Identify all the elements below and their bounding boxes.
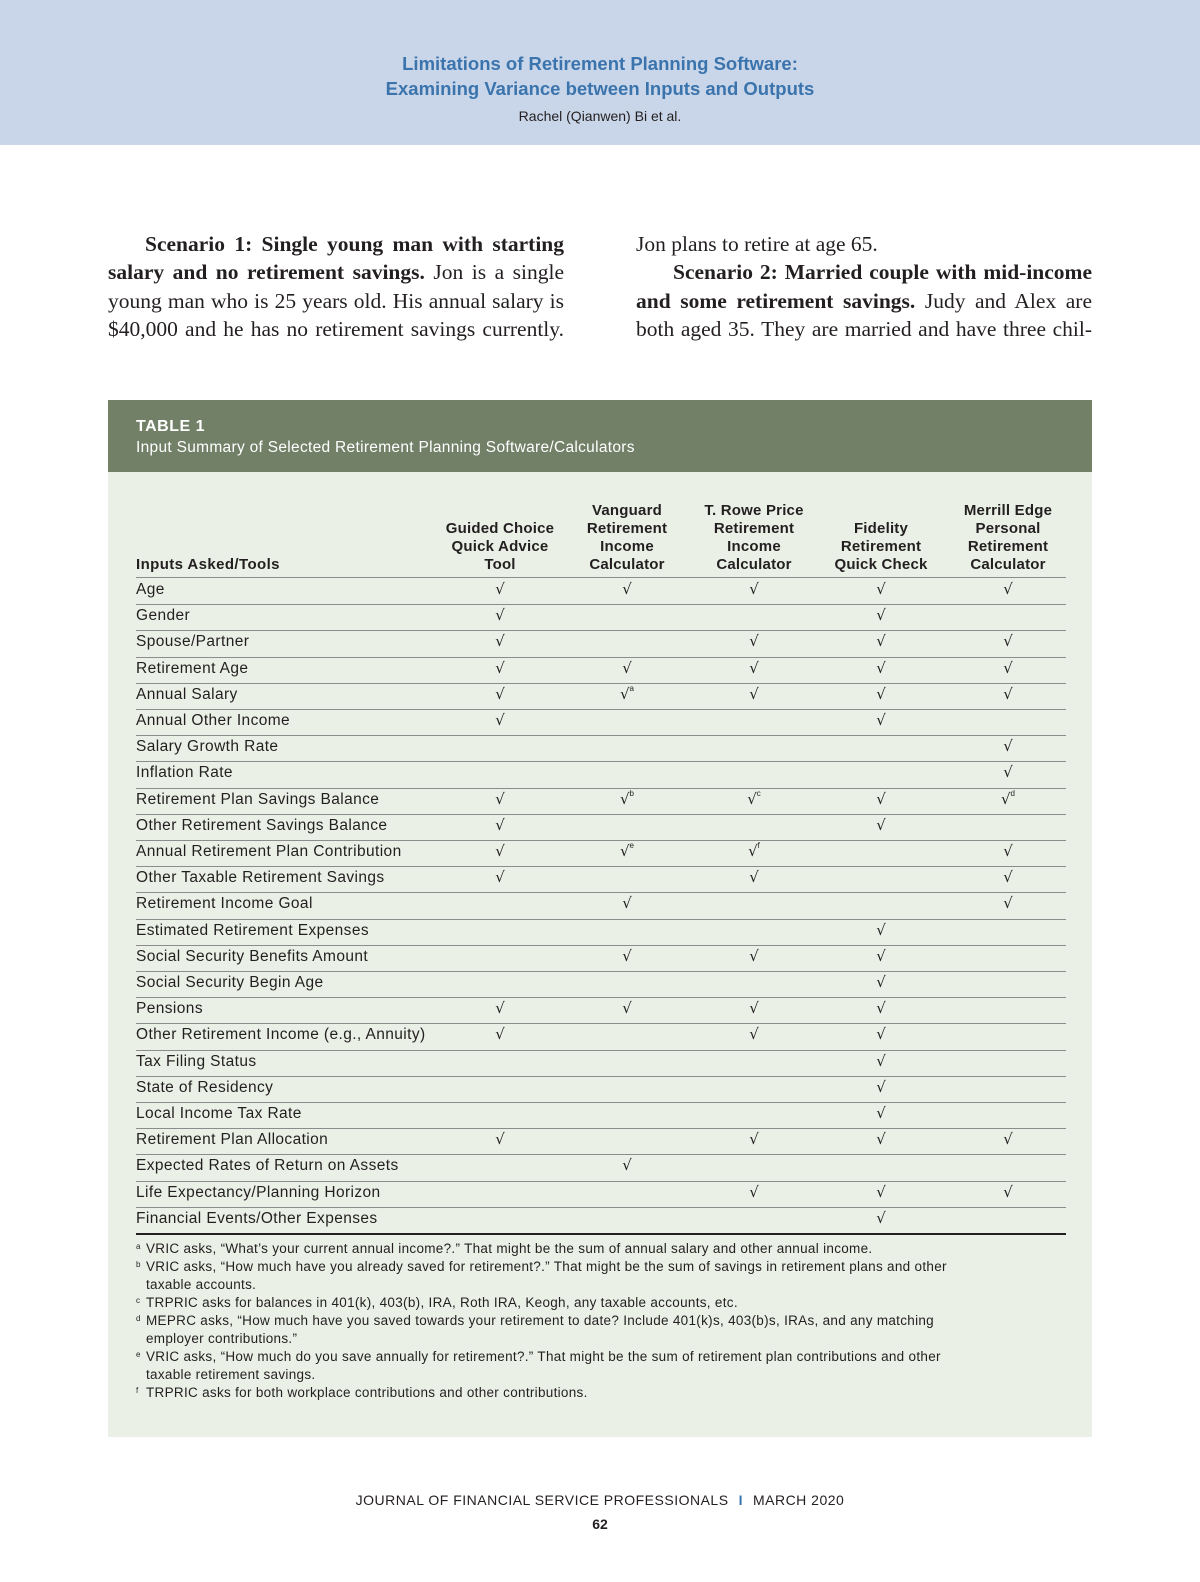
- body-line: salary and no retirement savings. Jon is a single: [108, 260, 564, 285]
- check-mark: √$^a$: [619, 683, 634, 703]
- footnote-ref: e: [629, 841, 634, 850]
- row-rule: [136, 997, 1066, 998]
- column-header-line: Tool: [484, 556, 516, 573]
- footnote-text: employer contributions.”: [146, 1331, 298, 1346]
- check-mark: √: [876, 684, 886, 703]
- column-header: [819, 520, 943, 574]
- column-header-line: Guided Choice: [445, 520, 555, 537]
- footer-separator: I: [738, 1492, 743, 1508]
- table-footnote: [136, 1240, 1066, 1258]
- check-mark: √: [1003, 580, 1013, 598]
- column-header-line: Personal: [975, 520, 1041, 537]
- row-label: Annual Retirement Plan Contribution: [136, 843, 402, 860]
- table-header-bar: [108, 400, 1092, 472]
- row-rule: [136, 630, 1066, 631]
- column-header-line: Fidelity: [853, 520, 909, 537]
- footnote-mark: c: [136, 1296, 141, 1305]
- row-label: Age: [136, 581, 165, 598]
- check-mark: √: [622, 1156, 632, 1175]
- check-mark: √: [1003, 1130, 1013, 1149]
- row-rule: [136, 945, 1066, 946]
- row-rule: [136, 604, 1066, 605]
- check-mark: √: [1003, 658, 1013, 677]
- row-rule: [136, 1102, 1066, 1103]
- check-mark: √: [622, 894, 632, 913]
- footnote-mark: d: [136, 1314, 141, 1323]
- row-label: Other Retirement Income (e.g., Annuity): [136, 1026, 426, 1044]
- column-header-line: Retirement: [840, 538, 922, 555]
- column-header: [692, 502, 816, 574]
- check-mark: √: [749, 1130, 759, 1149]
- column-header-line: Retirement: [586, 520, 668, 537]
- table-footnote: [136, 1348, 1066, 1384]
- row-rule: [136, 1181, 1066, 1182]
- column-header-line: Calculator: [970, 556, 1046, 573]
- body-line: Jon plans to retire at age 65.: [636, 232, 878, 256]
- table-caption: Input Summary of Selected Retirement Planning Software/Calculators: [136, 439, 635, 456]
- check-mark: √: [495, 606, 505, 625]
- footnote-ref: b: [629, 788, 634, 798]
- check-mark: √: [876, 999, 886, 1018]
- check-mark: √: [495, 684, 505, 703]
- row-label: Expected Rates of Return on Assets: [136, 1157, 399, 1175]
- check-mark: √: [749, 868, 759, 887]
- footnote-mark: a: [136, 1242, 141, 1251]
- check-mark: √: [495, 815, 505, 834]
- row-label: Retirement Plan Allocation: [136, 1131, 329, 1149]
- table-footnote: [136, 1312, 1066, 1348]
- row-label: Financial Events/Other Expenses: [136, 1209, 378, 1227]
- row-label: Social Security Begin Age: [136, 974, 324, 991]
- footnote-text: TRPRIC asks for both workplace contributions and other contributions.: [146, 1385, 588, 1400]
- header-rule: [136, 577, 1066, 578]
- running-header: [0, 0, 1200, 145]
- check-mark: √: [1003, 894, 1013, 913]
- check-mark: √: [749, 658, 759, 677]
- check-mark: √: [495, 789, 505, 808]
- check-mark: √: [622, 946, 632, 965]
- row-header-label: Inputs Asked/Tools: [136, 556, 280, 573]
- check-mark: √: [495, 658, 505, 677]
- check-mark: √: [876, 632, 886, 651]
- column-header-line: Vanguard: [592, 502, 662, 519]
- check-mark: √: [622, 658, 632, 677]
- row-label: Tax Filing Status: [136, 1052, 257, 1070]
- row-label: Gender: [136, 607, 191, 625]
- row-label: Salary Growth Rate: [136, 738, 279, 756]
- column-header-line: Income: [600, 538, 654, 555]
- check-mark: √: [495, 632, 505, 651]
- check-mark: √: [622, 580, 632, 598]
- check-mark: √: [876, 946, 886, 965]
- check-mark: √: [749, 946, 759, 965]
- check-mark: √: [749, 1182, 759, 1201]
- row-label: Inflation Rate: [136, 764, 233, 782]
- row-rule: [136, 840, 1066, 841]
- row-label: Other Taxable Retirement Savings: [136, 869, 385, 887]
- column-header-line: Quick Advice: [451, 538, 549, 555]
- issue-date: MARCH 2020: [752, 1492, 845, 1508]
- body-line: and some retirement savings. Judy and Alex are: [636, 288, 1092, 313]
- footnote-ref: d: [1010, 788, 1015, 798]
- row-rule: [136, 1207, 1066, 1208]
- check-mark: √: [749, 632, 759, 651]
- row-label: Estimated Retirement Expenses: [136, 921, 370, 939]
- row-label: Pensions: [136, 1000, 203, 1018]
- table-footnote: [136, 1294, 1066, 1312]
- check-mark: √: [495, 1025, 505, 1044]
- check-mark: √: [749, 580, 759, 598]
- row-rule: [136, 814, 1066, 815]
- check-mark: √$^d$: [1000, 788, 1015, 808]
- footnote-text: VRIC asks, “How much do you save annually for retirement?.” That might be the sum of retirement plan contributions and other: [146, 1349, 941, 1364]
- check-mark: √: [876, 1051, 886, 1070]
- check-mark: √: [876, 1208, 886, 1227]
- check-mark: √$^e$: [619, 841, 634, 860]
- check-mark: √: [495, 580, 505, 598]
- column-header: [946, 502, 1070, 574]
- column-header-line: Quick Check: [834, 556, 928, 573]
- row-label: Annual Salary: [136, 685, 238, 703]
- column-header-line: Calculator: [716, 556, 792, 573]
- row-label: Retirement Plan Savings Balance: [136, 790, 380, 808]
- footnote-text: VRIC asks, “How much have you already saved for retirement?.” That might be the sum of savings in retirement plans and other: [146, 1259, 947, 1274]
- table-footnote: [136, 1384, 1066, 1402]
- row-rule: [136, 1023, 1066, 1024]
- column-header: [438, 520, 562, 574]
- check-mark: √: [622, 999, 632, 1018]
- row-rule: [136, 788, 1066, 789]
- column-header-line: Retirement: [967, 538, 1049, 555]
- body-column-left: [108, 230, 564, 343]
- check-mark: √: [749, 999, 759, 1018]
- check-mark: √$^f$: [748, 841, 760, 860]
- check-mark: √: [876, 973, 886, 991]
- check-mark: √: [495, 868, 505, 887]
- column-header-line: Calculator: [589, 556, 665, 573]
- check-mark: √$^c$: [747, 788, 761, 808]
- body-line: $40,000 and he has no retirement savings currently.: [108, 316, 564, 341]
- row-rule: [136, 892, 1066, 893]
- check-mark: √$^b$: [619, 788, 634, 808]
- page-footer: [0, 1492, 1200, 1508]
- check-mark: √: [876, 815, 886, 834]
- row-label: Retirement Income Goal: [136, 895, 313, 913]
- row-rule: [136, 1050, 1066, 1051]
- check-mark: √: [1003, 842, 1013, 860]
- page-number: 62: [592, 1516, 608, 1532]
- row-label: State of Residency: [136, 1078, 274, 1096]
- row-rule: [136, 735, 1066, 736]
- row-rule: [136, 709, 1066, 710]
- row-label: Spouse/Partner: [136, 633, 250, 651]
- footnote-ref: a: [629, 683, 634, 693]
- row-rule: [136, 1233, 1066, 1235]
- article-title-line2: Examining Variance between Inputs and Outputs: [385, 78, 815, 99]
- footnote-text: taxable retirement savings.: [146, 1367, 316, 1382]
- body-line: Scenario 1: Single young man with starting: [145, 232, 564, 256]
- column-header-line: Retirement: [713, 520, 795, 537]
- row-rule: [136, 1076, 1066, 1077]
- body-column-right: [636, 230, 1092, 343]
- footnote-text: VRIC asks, “What’s your current annual income?.” That might be the sum of annual salary and other annual income.: [146, 1241, 873, 1256]
- check-mark: √: [876, 1077, 886, 1096]
- check-mark: √: [876, 606, 886, 625]
- row-rule: [136, 919, 1066, 920]
- body-line: Scenario 2: Married couple with mid-income: [673, 260, 1092, 285]
- row-label: Local Income Tax Rate: [136, 1105, 302, 1122]
- check-mark: √: [876, 1025, 886, 1044]
- footnote-mark: f: [136, 1386, 139, 1395]
- footnote-text: MEPRC asks, “How much have you saved towards your retirement to date? Include 401(k)s, 403(b)s, IRAs, and any matching: [146, 1313, 934, 1328]
- table-footnote: [136, 1258, 1066, 1294]
- check-mark: √: [495, 711, 505, 729]
- check-mark: √: [876, 789, 886, 808]
- check-mark: √: [1003, 868, 1013, 887]
- footnote-mark: b: [136, 1260, 141, 1269]
- column-header-line: Income: [727, 538, 781, 555]
- check-mark: √: [876, 658, 886, 677]
- check-mark: √: [876, 580, 886, 598]
- check-mark: √: [876, 1104, 886, 1122]
- check-mark: √: [1003, 1182, 1013, 1201]
- check-mark: √: [495, 842, 505, 860]
- row-label: Annual Other Income: [136, 712, 291, 729]
- row-rule: [136, 683, 1066, 684]
- check-mark: √: [749, 684, 759, 703]
- article-authors: Rachel (Qianwen) Bi et al.: [518, 108, 682, 124]
- check-mark: √: [1003, 632, 1013, 651]
- article-title-line1: Limitations of Retirement Planning Software:: [402, 53, 798, 74]
- footnote-ref: c: [756, 788, 761, 798]
- row-rule: [136, 657, 1066, 658]
- check-mark: √: [495, 999, 505, 1018]
- check-mark: √: [876, 920, 886, 939]
- body-line: both aged 35. They are married and have three chil-: [636, 316, 1092, 341]
- body-line: young man who is 25 years old. His annual salary is: [108, 288, 564, 313]
- check-mark: √: [495, 1130, 505, 1149]
- check-mark: √: [1003, 684, 1013, 703]
- row-label: Other Retirement Savings Balance: [136, 816, 388, 834]
- footnote-text: taxable accounts.: [146, 1277, 257, 1292]
- check-mark: √: [1003, 763, 1013, 782]
- row-rule: [136, 866, 1066, 867]
- row-label: Life Expectancy/Planning Horizon: [136, 1183, 381, 1201]
- table-number: TABLE 1: [136, 418, 205, 435]
- journal-name: JOURNAL OF FINANCIAL SERVICE PROFESSIONALS: [355, 1492, 729, 1508]
- footnote-mark: e: [136, 1350, 141, 1359]
- check-mark: √: [1003, 737, 1013, 756]
- column-header-line: Merrill Edge: [963, 502, 1053, 519]
- row-rule: [136, 1154, 1066, 1155]
- check-mark: √: [876, 1182, 886, 1201]
- row-rule: [136, 971, 1066, 972]
- check-mark: √: [876, 1130, 886, 1149]
- row-rule: [136, 1128, 1066, 1129]
- check-mark: √: [749, 1025, 759, 1044]
- column-header: [565, 502, 689, 574]
- footnote-ref: f: [757, 841, 760, 850]
- row-label: Social Security Benefits Amount: [136, 947, 369, 965]
- column-header-line: T. Rowe Price: [704, 502, 804, 519]
- row-rule: [136, 761, 1066, 762]
- check-mark: √: [876, 711, 886, 729]
- footnote-text: TRPRIC asks for balances in 401(k), 403(b), IRA, Roth IRA, Keogh, any taxable accounts, etc.: [146, 1295, 738, 1310]
- row-label: Retirement Age: [136, 659, 249, 677]
